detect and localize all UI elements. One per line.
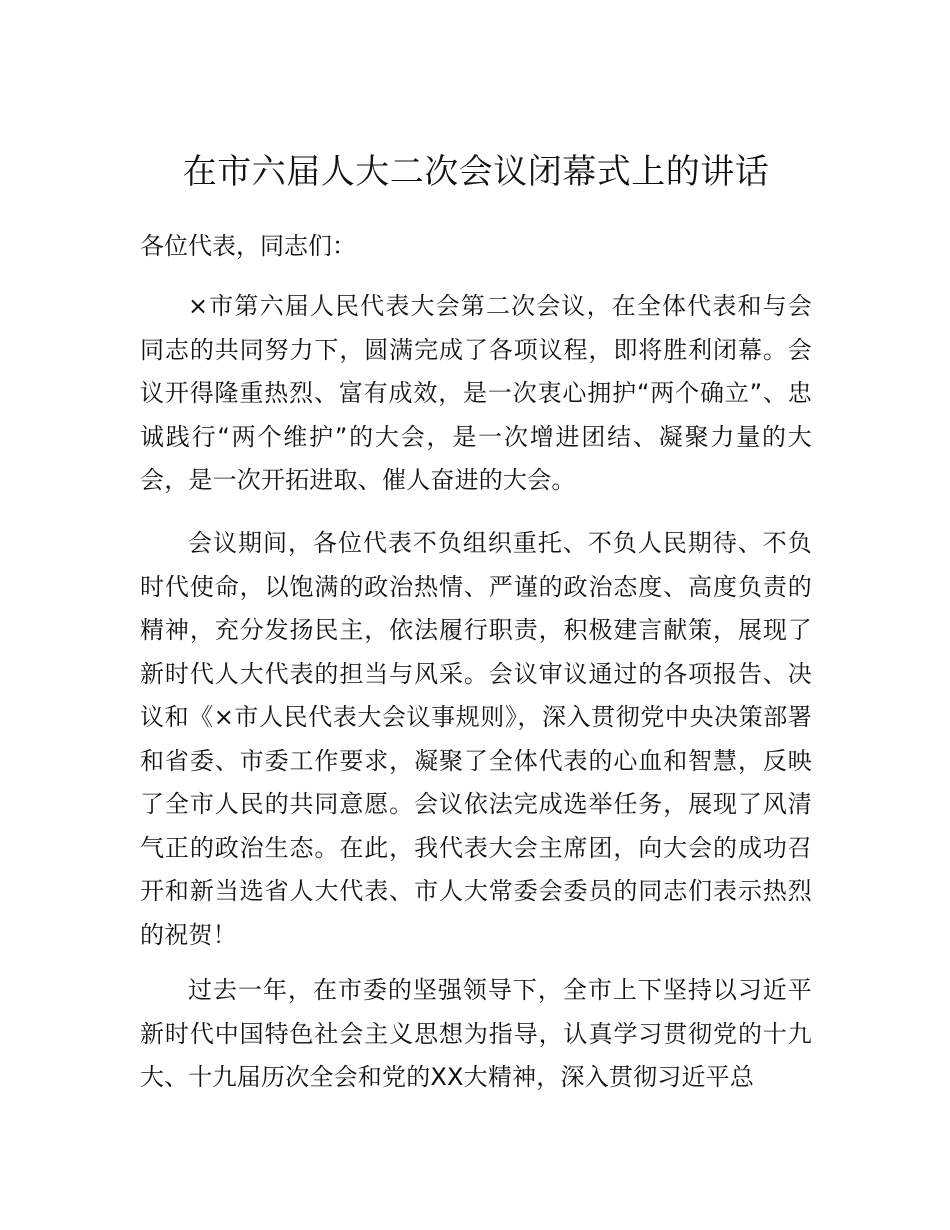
document-title: 在市六届人大二次会议闭幕式上的讲话 [182,152,770,192]
salutation: 各位代表，同志们： [140,232,356,260]
paragraph-2: 会议期间，各位代表不负组织重托、不负人民期待、不负时代使命，以饱满的政治热情、严谨的政治态度、高度负责的精神，充分发扬民主，依法履行职责，积极建言献策，展现了新时代人大代表的担当与风采。会议审议通过的各项报告、决议和《×市人民代表大会议事规则》，深入贯彻党中央决策部署和省委、市委工作要求，凝聚了全体代表的心血和智慧，反映了全市人民的共同意愿。会议依法完成选举任务，展现了风清气正的政治生态。在此，我代表大会主席团，向大会的成功召开和新当选省人大代表、市人大常委会委员的同志们表示热烈的祝贺！ [140,529,812,949]
paragraph-1: ×市第六届人民代表大会第二次会议，在全体代表和与会同志的共同努力下，圆满完成了各项议程，即将胜利闭幕。会议开得隆重热烈、富有成效，是一次衷心拥护“两个确立”、忠诚践行“两个维护”的大会，是一次增进团结、凝聚力量的大会，是一次开拓进取、催人奋进的大会。 [140,292,812,494]
paragraph-3: 过去一年，在市委的坚强领导下，全市上下坚持以习近平新时代中国特色社会主义思想为指导，认真学习贯彻党的十九大、十九届历次全会和党的XX大精神，深入贯彻习近平总 [140,976,812,1091]
